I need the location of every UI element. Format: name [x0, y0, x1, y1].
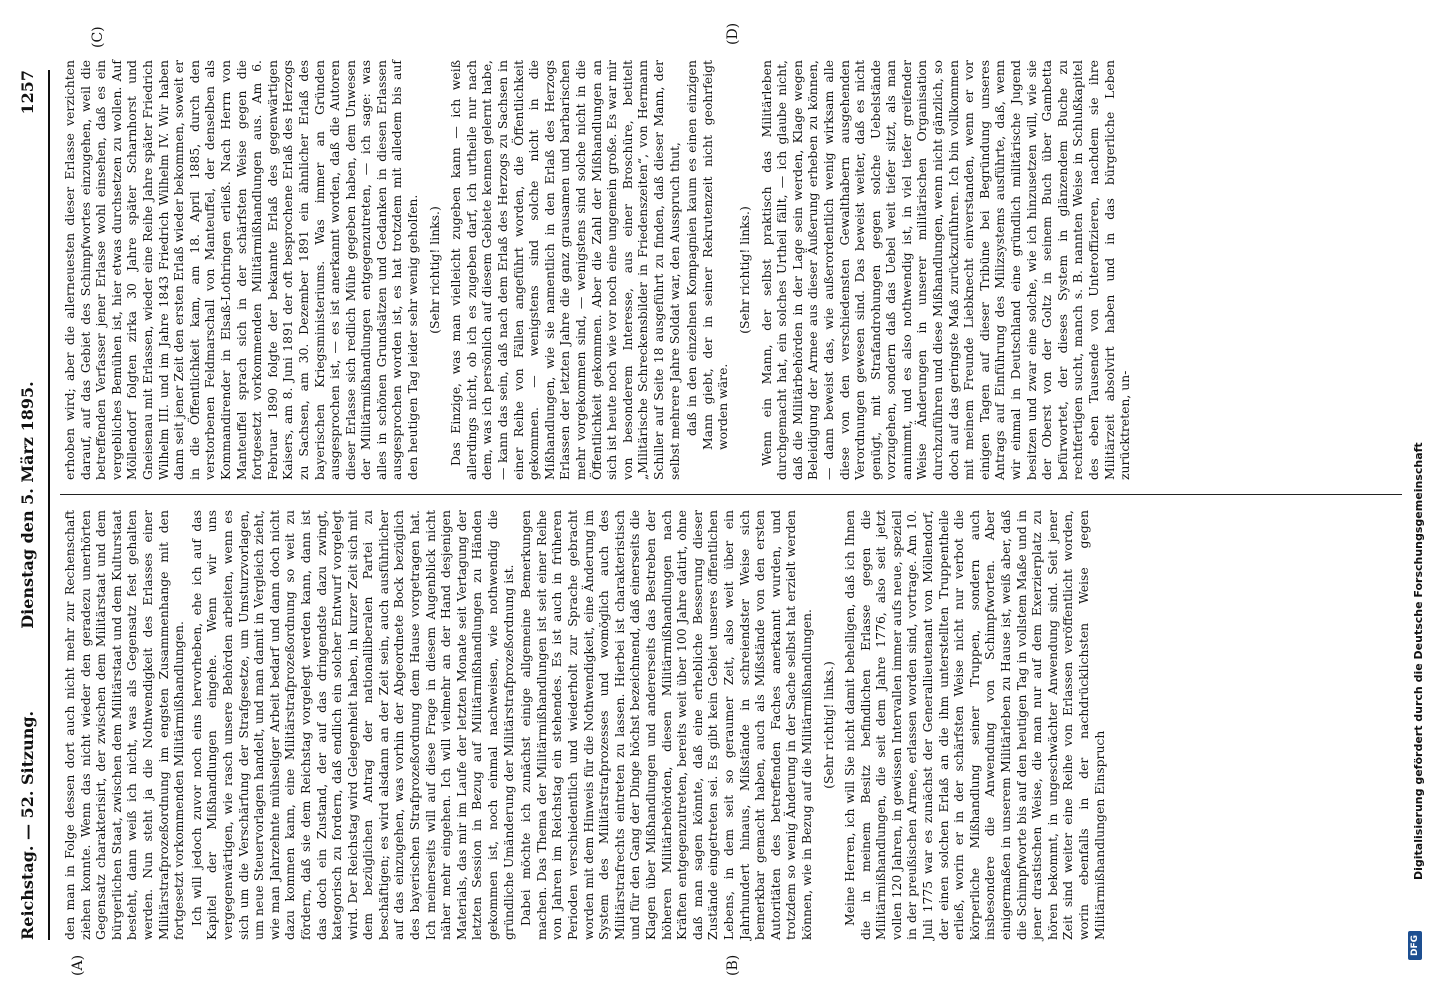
interjection: (Sehr richtig! links.)	[820, 661, 836, 789]
paragraph: Meine Herren, ich will Sie nicht damit behelligen, daß ich Ihnen die in meinem Besitz befindlichen Erlasse gegen die Militärmißhandlungen, die seit dem Jahre 1776, also seit jetzt vollen 120 Jahren, in gewissen Intervallen immer aufs neue, speziell in der preußischen Armee, erlassen worden sind, vortrage. Am 10. Juli 1775 war es zunächst der Generallieutenant von Möllendorf, der einen solchen Erlaß an die ihm unterstellten Truppentheile erließ, worin er in der schärfsten Weise nicht nur verbot die körperliche Mißhandlung seiner Truppen, sondern auch insbesondere die Anwendung von Schimpfworten. Aber einigermaßen in unserem Militärleben zu Hause ist, weiß aber, daß die Schimpfworte bis auf den heutigen Tag in vollstem Maße und in jener drastischen Weise, die man nur auf dem Exerzierplatz zu hören bekommt, in ungeschwächter Anwendung sind. Seit jener Zeit sind weiter eine Reihe von Erlassen veröffentlicht worden, worin ebenfalls in der nachdrücklichsten Weise gegen Militärmißhandlungen Einspruch	[842, 510, 1107, 940]
header-left: Reichstag. — 52. Sitzung.	[18, 710, 37, 940]
paragraph: erhoben wird; aber die allerneuesten dieser Erlasse verzichten darauf, auf das Gebiet des Schimpfwortes einzugehen, weil die betreffenden Verfasser jener Erlasse wohl einsehen, daß es ein vergebliches Bemühen ist, hier etwas durchsetzen zu wollen. Auf Möllendorf folgten zirka 30 Jahre später Scharnhorst und Gneisenau mit Erlassen, wieder eine Reihe Jahre später Friedrich Wilhelm III. und im Jahre 1843 Friedrich Wilhelm IV. Wir haben dann seit jener Zeit den ersten Erlaß wieder bekommen, soweit er in die Öffentlichkeit kam, am 18. April 1885, durch den verstorbenen Feldmarschall von Manteuffel, der denselben als Kommandirender in Elsaß-Lothringen erließ. Nach Herrn von Manteuffel sprach sich in der schärfsten Weise gegen die fortgesetzt vorkommenden Militärmißhandlungen aus. Am 6. Februar 1890 folgte der bekannte Erlaß des gegenwärtigen Kaisers, am 8. Juni 1891 der oft besprochene Erlaß des Herzogs zu Sachsen, am 30. Dezember 1891 ein ähnlicher Erlaß des bayerischen Kriegsministeriums. Was immer an Gründen ausgesprochen ist, — es ist anerkannt worden, daß die Autoren dieser Erlasse sich redlich Mühe gegeben haben, dem Unwesen der Militärmißhandlungen entgegenzutreten, — ich sage: was alles in schönen Grundsätzen und Gedanken in diesen Erlassen ausgesprochen worden ist, es hat trotzdem mit alledem bis auf den heutigen Tag leider sehr wenig geholfen.	[62, 60, 421, 480]
column-divider	[60, 494, 1402, 495]
paragraph: Wenn ein Mann, der selbst praktisch das Militärleben durchgemacht hat, ein solches Urtheil fällt, — ich glaube nicht, daß die Militärbehörden in der Lage sein werden, Klage wegen Beleidigung der Armee aus dieser Äußerung erheben zu können, — dann beweist das, wie außerordentlich wenig wirksam alle diese von den verschiedensten Gewalthabern ausgehenden Verordnungen gewesen sind. Das beweist weiter, daß es nicht genügt, mit Strafandrohungen gegen solche Uebelstände vorzugehen, sondern daß das Uebel weit tiefer sitzt, als man annimmt, und es also nothwendig ist, in viel tiefer greifender Weise Änderungen in unserer militärischen Organisation durchzuführen und diese Mißhandlungen, wenn nicht gänzlich, so doch auf das geringste Maß zurückzuführen. Ich bin vollkommen mit meinem Freunde Liebknecht einverstanden, wenn er vor einigen Tagen auf dieser Tribüne bei Begründung unseres Antrags auf Einführung des Milizsystems ausführte, daß, wenn wir einmal in Deutschland eine gründlich militärische Jugend besitzen und zwar eine solche, wie ich hinzusetzen will, wie sie der Oberst von der Goltz in seinem Buch über Gambetta befürwortet, der dieses System in glänzendem Buche zu rechtfertigen sucht, manch s. B. nannten Weise in Schlußkapitel des eben Tausende von Unteroffizieren, nachdem sie ihre Militärzeit absolvirt haben und in das bürgerliche Leben zurücktreten, un-	[758, 60, 1133, 480]
interjection: (Sehr richtig! links.)	[736, 206, 752, 334]
dfg-logo: DFG	[1408, 931, 1422, 960]
header-rule	[48, 70, 50, 940]
column-left	[62, 510, 1109, 940]
margin-marker-c: (C)	[90, 26, 106, 48]
paragraph: Ich will jedoch zuvor noch eins hervorheben, ehe ich auf das Kapitel der Mißhandlungen eingehe. Wenn wir uns vergegenwärtigen, wie rasch unsere Behörden arbeiten, wenn es sich um die Verschärfung der Strafgesetze, um Umsturzvorlagen, um neue Steuervorlagen handelt, und man damit in Vergleich zieht, wie man Jahrzehnte mühseliger Arbeit bedarf und dann doch nicht dazu kommen kann, eine Militärstrafprozeßordnung so weit zu fördern, daß sie dem Reichstag vorgelegt werden kann, dann ist das doch ein Zustand, der auf das dringendste dazu zwingt, kategorisch zu fordern, daß endlich ein solcher Entwurf vorgelegt wird. Der Reichstag wird Gelegenheit haben, in kurzer Zeit sich mit dem bezüglichen Antrag der nationalliberalen Partei zu beschäftigen; es wird alsdann an der Zeit sein, auch ausführlicher auf das einzugehen, was vorhin der Abgeordnete Bock bezüglich des bayerischen Strafprozeßordnung dem Hause vorgetragen hat. Ich meinerseits will auf diese Frage in diesem Augenblick nicht näher mehr eingehen. Ich will vielmehr an der Hand desjenigen Materials, das mir im Laufe der letzten Monate seit Vertagung der letzten Session in Bezug auf Militärmißhandlungen zu Händen gekommen ist, noch einmal nachweisen, wie nothwendig die gründliche Umänderung der Militärstrafprozeßordnung ist.	[188, 510, 516, 940]
margin-marker-b: (B)	[725, 954, 741, 976]
margin-marker-a: (A)	[70, 954, 86, 976]
paragraph: Das Einzige, was man vielleicht zugeben kann — ich weiß allerdings nicht, ob ich es zugeben darf, ich urtheile nur nach dem, was ich persönlich auf diesem Gebiete kennen gelernt habe, — kann das sein, daß nach dem Erlaß des Herzogs zu Sachsen in einer Reihe von Fällen angeführt worden, die Öffentlichkeit gekommen. — wenigstens sind solche nicht in die Mißhandlungen, wie sie namentlich in den Erlaß des Herzogs Erlassen der letzten Jahre die ganz grausamen und barbarischen mehr vorgekommen sind, — wenigstens sind solche nicht in die Öffentlichkeit gekommen. Aber die Zahl der Mißhandlungen an sich ist heute noch wie vor noch eine ungemein große. Es war mir von besonderem Interesse, aus einer Broschüre, betitelt „Militärische Schreckensbilder in Friedenszeiten“, von Hermann Schiller auf Seite 18 ausgeführt zu finden, daß dieser Mann, der selbst mehrere Jahre Soldat war, den Ausspruch thut,	[448, 60, 682, 480]
page-header	[18, 70, 44, 940]
paragraph: Dabei möchte ich zunächst einige allgemeine Bemerkungen machen. Das Thema der Militärmißhandlungen ist seit einer Reihe von Jahren im Reichstag ein stehendes. Es ist auch in früheren Perioden verschiedentlich und wiederholt zur Sprache gebracht worden mit dem Hinweis für die Nothwendigkeit, eine Änderung im System des Militärstrafprozesses und womöglich auch des Militärstrafrechts eintreten zu lassen. Hierbei ist charakteristisch und für den Gang der Dinge höchst bezeichnend, daß einerseits die Klagen über Mißhandlungen und andererseits das Bestreben der höheren Militärbehörden, diesen Militärmißhandlungen nach Kräften entgegenzutreten, bereits weit über 100 Jahre datirt, ohne daß man sagen könnte, daß eine erhebliche Besserung dieser Zustände eingetreten sei. Es gibt kein Gebiet unseres öffentlichen Lebens, in dem seit so geraumer Zeit, also weit über ein Jahrhundert hinaus, Mißstände in schreiendster Weise sich bemerkbar gemacht haben, auch als Mißstände von den ersten Autoritäten des betreffenden Faches anerkannt wurden, und trotzdem so wenig Änderung in der Sache selbst hat erzielt werden können, wie in Bezug auf die Militärmißhandlungen.	[518, 510, 814, 940]
quote: daß in den einzelnen Kompagnien kaum es einen einzigen Mann giebt, der in seiner Rekrutenzeit nicht geohrfeigt worden wäre.	[684, 60, 731, 450]
paragraph: den man in Folge dessen dort auch nicht mehr zur Rechenschaft ziehen konnte. Wenn das nicht wieder den geradezu unerhörten Gegensatz charakterisirt, der zwischen dem Militärstaat und dem bürgerlichen Staat, zwischen dem Militärstaat und dem Kulturstaat besteht, dann weiß ich nicht, was als Gegensatz fest gehalten werden. Nun steht ja die Nothwendigkeit des Erlasses einer Militärstrafprozeßordnung im engsten Zusammenhange mit den fortgesetzt vorkommenden Militärmißhandlungen.	[62, 510, 187, 940]
column-right	[62, 60, 1135, 480]
margin-marker-d: (D)	[725, 22, 741, 45]
digitization-notice: Digitalisierung gefördert durch die Deutsche Forschungsgemeinschaft	[1412, 442, 1425, 880]
interjection: (Sehr richtig! links.)	[426, 206, 442, 334]
header-date: Dienstag den 5. März 1895.	[18, 381, 37, 629]
page-number: 1257	[18, 70, 37, 115]
